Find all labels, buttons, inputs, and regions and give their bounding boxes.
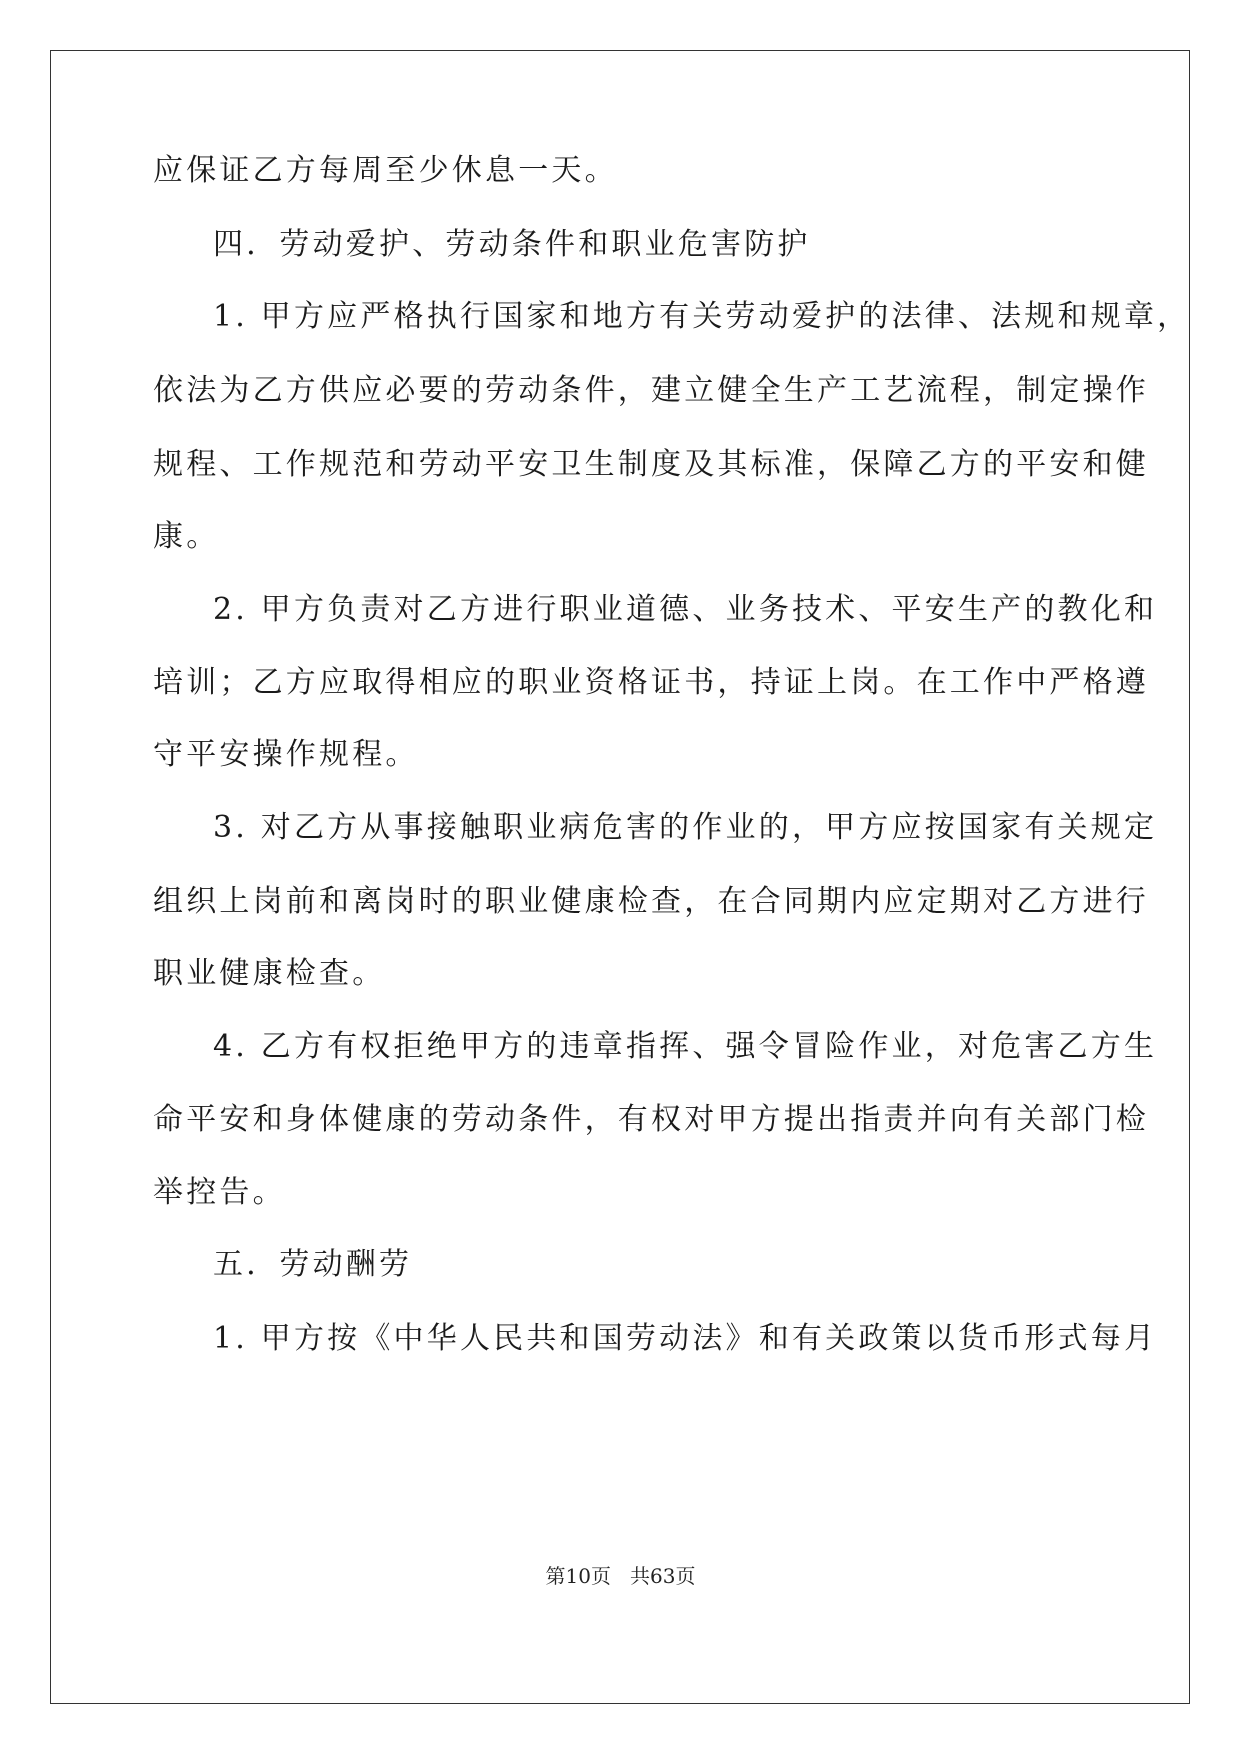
text-line: 培训；乙方应取得相应的职业资格证书，持证上岗。在工作中严格遵: [153, 665, 1149, 700]
text-line: 应保证乙方每周至少休息一天。: [153, 153, 618, 188]
text-line: 1. 甲方按《中华人民共和国劳动法》和有关政策以货币形式每月: [213, 1321, 1158, 1356]
text-line: 职业健康检查。: [153, 956, 386, 991]
text-line: 组织上岗前和离岗时的职业健康检查，在合同期内应定期对乙方进行: [153, 884, 1149, 919]
text-line: 4. 乙方有权拒绝甲方的违章指挥、强令冒险作业，对危害乙方生: [213, 1029, 1158, 1064]
page-number: 第10页 共63页: [545, 1564, 696, 1588]
text-line: 依法为乙方供应必要的劳动条件，建立健全生产工艺流程，制定操作: [153, 373, 1149, 408]
text-line: 1. 甲方应严格执行国家和地方有关劳动爱护的法律、法规和规章，: [213, 299, 1191, 334]
text-line: 2. 甲方负责对乙方进行职业道德、业务技术、平安生产的教化和: [213, 592, 1158, 627]
text-line: 3. 对乙方从事接触职业病危害的作业的，甲方应按国家有关规定: [213, 810, 1158, 845]
text-line: 规程、工作规范和劳动平安卫生制度及其标准，保障乙方的平安和健: [153, 447, 1149, 482]
page-footer: [0, 1563, 1241, 1589]
text-line: 命平安和身体健康的劳动条件，有权对甲方提出指责并向有关部门检: [153, 1102, 1149, 1137]
section-heading: 四．劳动爱护、劳动条件和职业危害防护: [213, 227, 811, 262]
text-line: 举控告。: [153, 1175, 286, 1210]
text-line: 守平安操作规程。: [153, 737, 419, 772]
text-line: 康。: [153, 519, 220, 554]
section-heading: 五．劳动酬劳: [213, 1247, 413, 1282]
